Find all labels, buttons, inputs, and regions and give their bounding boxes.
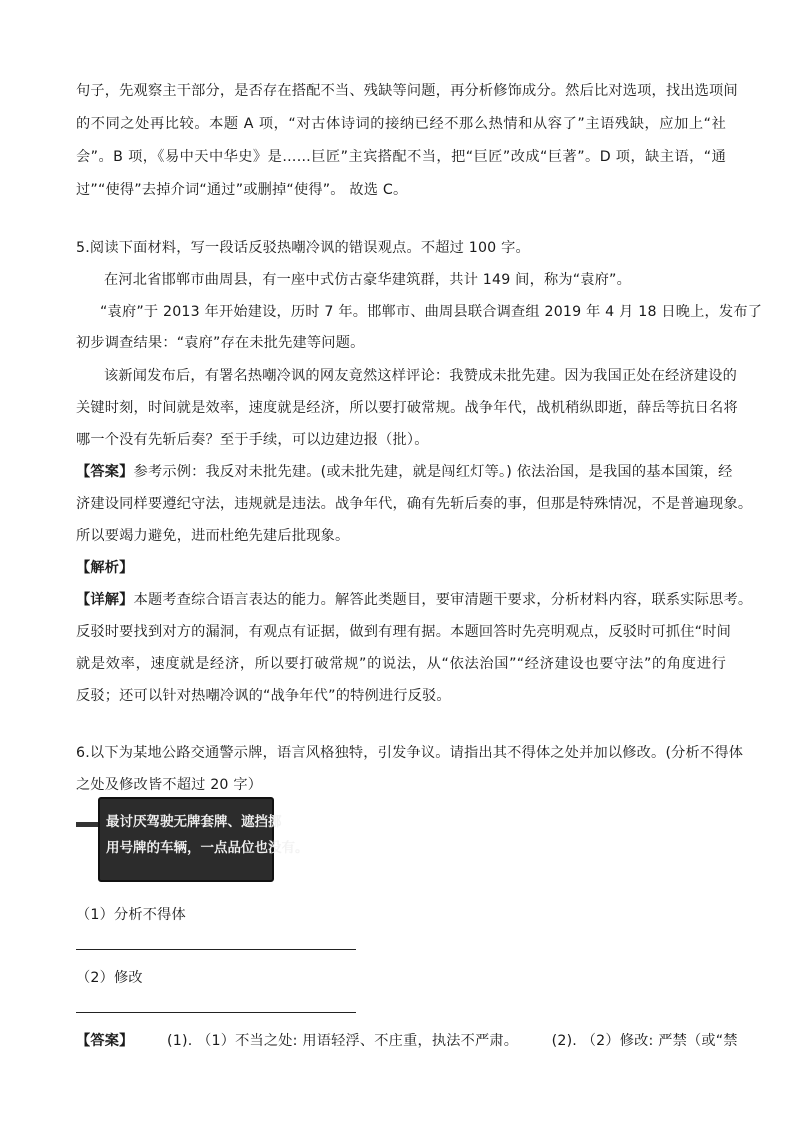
answer-line: 所以要竭力避免，进而杜绝先建后批现象。: [76, 528, 350, 544]
detail-text: 本题考查综合语言表达的能力。解答此类题目，要审清题干要求，分析材料内容，联系实际思考。: [133, 592, 753, 608]
detail-line: [76, 590, 753, 610]
detail-line: 就是效率，速度就是经济，所以要打破常规”的说法，从“依法治国”“经济建设也要守法”的角度进行: [76, 656, 726, 672]
answer-line: [76, 462, 733, 482]
answer-blank-line: [76, 949, 356, 950]
material-paragraph: 初步调查结果：“袁府”存在未批先建等问题。: [76, 335, 365, 351]
traffic-warning-sign-image: [98, 797, 309, 882]
sign-text-line: 最讨厌驾驶无牌套牌、遮挡挪: [106, 814, 282, 830]
text-line: 会”。B 项，《易中天中华史》是……巨匠”主宾搭配不当，把“巨匠”改成“巨著”。D 项，缺主语，“通: [76, 149, 726, 165]
sub-question-1: （1）分析不得体: [76, 907, 186, 923]
question-5-stem: 5.阅读下面材料，写一段话反驳热嘲冷讽的错误观点。不超过 100 字。: [76, 240, 530, 256]
question-6-stem: 之处及修改皆不超过 20 字）: [76, 777, 263, 793]
answer-line: 济建设同样要遵纪守法，违规就是违法。战争年代，确有先斩后奏的事，但那是特殊情况，不是普遍现象。: [76, 496, 753, 512]
answer-line: [76, 1031, 738, 1051]
sub-question-2: （2）修改: [76, 970, 143, 986]
answer-tag: 【答案】: [76, 1033, 134, 1049]
answer-part-2: (2). （2）修改: 严禁（或“禁: [551, 1033, 738, 1049]
analysis-tag: 【解析】: [76, 560, 134, 576]
answer-text: 参考示例：我反对未批先建。(或未批先建，就是闯红灯等。) 依法治国，是我国的基本国策，经: [133, 464, 733, 480]
detail-line: 反驳时要找到对方的漏洞，有观点有证据，做到有理有据。本题回答时先亮明观点，反驳时可抓住“时间: [76, 624, 731, 640]
answer-tag: 【答案】: [76, 464, 134, 480]
text-line: 过”“使得”去掉介词“通过”或删掉“使得”。 故选 C。: [76, 182, 408, 198]
sign-post: [76, 822, 100, 827]
answer-part-1: (1). （1）不当之处: 用语轻浮、不庄重，执法不严肃。: [167, 1033, 519, 1049]
answer-blank-line: [76, 1012, 356, 1013]
sign-text-line: 用号牌的车辆，一点品位也没有。: [106, 840, 309, 856]
question-6-stem: 6.以下为某地公路交通警示牌，语言风格独特，引发争议。请指出其不得体之处并加以修改。(分析不得体: [76, 745, 744, 761]
material-paragraph: 该新闻发布后，有署名热嘲冷讽的网友竟然这样评论：我赞成未批先建。因为我国正处在经济建设的: [104, 368, 738, 384]
material-paragraph: “袁府”于 2013 年开始建设，历时 7 年。邯郸市、曲周县联合调查组 2019 年 4 月 18 日晚上，发布了: [100, 304, 763, 320]
text-line: 的不同之处再比较。本题 A 项，“对古体诗词的接纳已经不那么热情和从容了”主语残缺，应加上“社: [76, 116, 726, 132]
material-paragraph: 关键时刻，时间就是效率，速度就是经济，所以要打破常规。战争年代，战机稍纵即逝，薛岳等抗日名将: [76, 400, 738, 416]
detail-line: 反驳；还可以针对热嘲冷讽的“战争年代”的特例进行反驳。: [76, 688, 451, 704]
text-line: 句子，先观察主干部分，是否存在搭配不当、残缺等问题，再分析修饰成分。然后比对选项，找出选项间: [76, 83, 738, 99]
detail-tag: 【详解】: [76, 592, 134, 608]
material-paragraph: 在河北省邯郸市曲周县，有一座中式仿古豪华建筑群，共计 149 间，称为“袁府”。: [104, 272, 631, 288]
material-paragraph: 哪一个没有先斩后奏？至于手续，可以边建边报（批）。: [76, 432, 429, 448]
